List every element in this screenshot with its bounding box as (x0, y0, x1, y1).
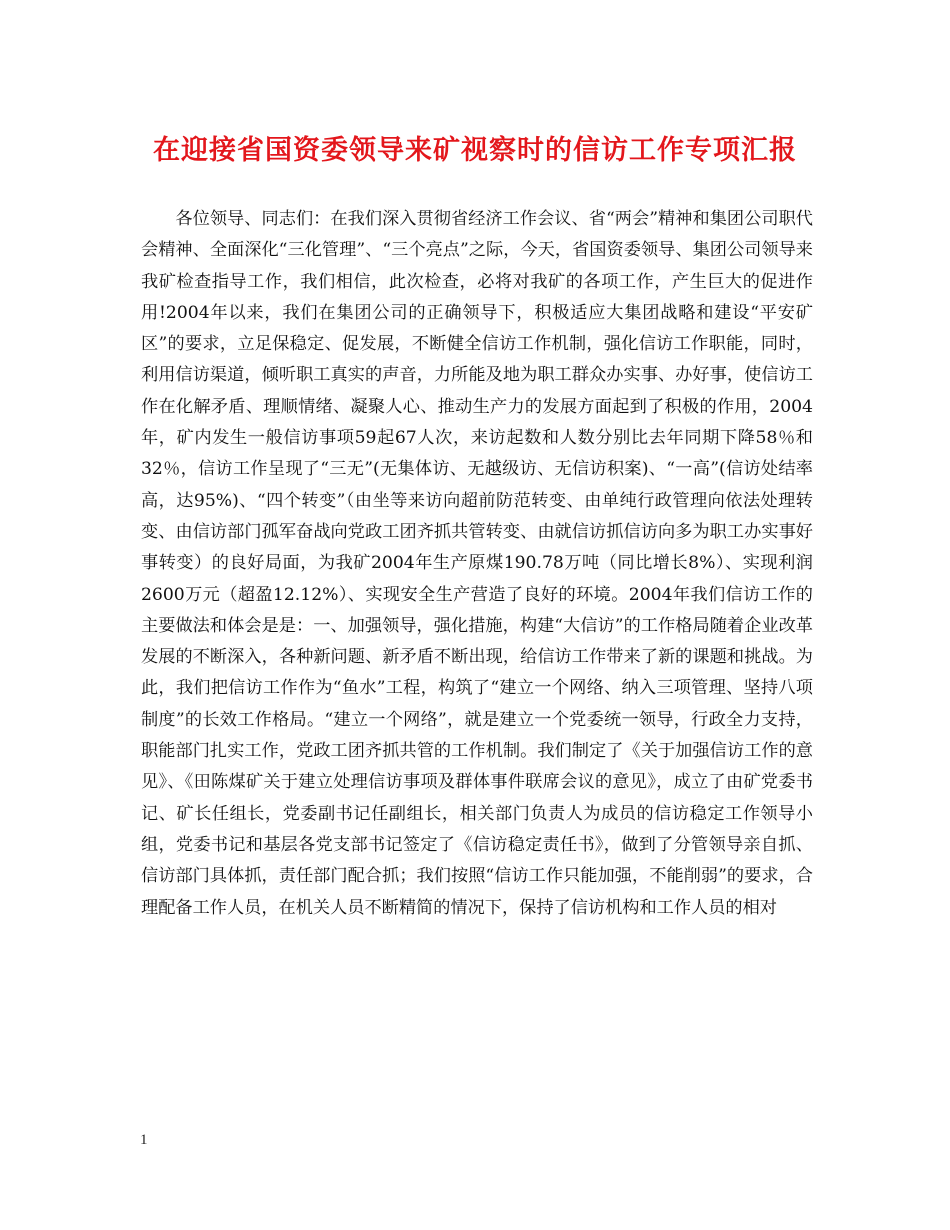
document-title: 在迎接省国资委领导来矿视察时的信访工作专项汇报 (153, 135, 797, 166)
page-number: 1 (140, 1132, 148, 1148)
body-paragraph: 各位领导、同志们：在我们深入贯彻省经济工作会议、省“两会”精神和集团公司职代会精神、全面深化“三化管理”、“三个亮点”之际，今天，省国资委领导、集团公司领导来我矿检查指导工作，我们相信，此次检查，必将对我矿的各项工作，产生巨大的促进作用!2004年以来，我们在集团公司的正确领导下，积极适应大集团战略和建设“平安矿区”的要求，立足保稳定、促发展，不断健全信访工作机制，强化信访工作职能，同时，利用信访渠道，倾听职工真实的声音，力所能及地为职工群众办实事、办好事，使信访工作在化解矛盾、理顺情绪、凝聚人心、推动生产力的发展方面起到了积极的作用，2004年，矿内发生一般信访事项59起67人次，来访起数和人数分别比去年同期下降58％和32％，信访工作呈现了“三无”(无集体访、无越级访、无信访积案)、“一高”(信访处结率高，达95%)、“四个转变”（由坐等来访向超前防范转变、由单纯行政管理向依法处理转变、由信访部门孤军奋战向党政工团齐抓共管转变、由就信访抓信访向多为职工办实事好事转变）的良好局面，为我矿2004年生产原煤190.78万吨（同比增长8%）、实现利润2600万元（超盈12.12%）、实现安全生产营造了良好的环境。2004年我们信访工作的主要做法和体会是是：一、加强领导，强化措施，构建“大信访”的工作格局随着企业改革发展的不断深入，各种新问题、新矛盾不断出现，给信访工作带来了新的课题和挑战。为此，我们把信访工作作为“鱼水”工程，构筑了“建立一个网络、纳入三项管理、坚持八项制度”的长效工作格局。“建立一个网络”，就是建立一个党委统一领导，行政全力支持，职能部门扎实工作，党政工团齐抓共管的工作机制。我们制定了《关于加强信访工作的意见》、《田陈煤矿关于建立处理信访事项及群体事件联席会议的意见》，成立了由矿党委书记、矿长任组长，党委副书记任副组长，相关部门负责人为成员的信访稳定工作领导小组，党委书记和基层各党支部书记签定了《信访稳定责任书》，做到了分管领导亲自抓、信访部门具体抓，责任部门配合抓；我们按照“信访工作只能加强，不能削弱”的要求，合理配备工作人员，在机关人员不断精简的情况下，保持了信访机构和工作人员的相对 (141, 209, 813, 918)
